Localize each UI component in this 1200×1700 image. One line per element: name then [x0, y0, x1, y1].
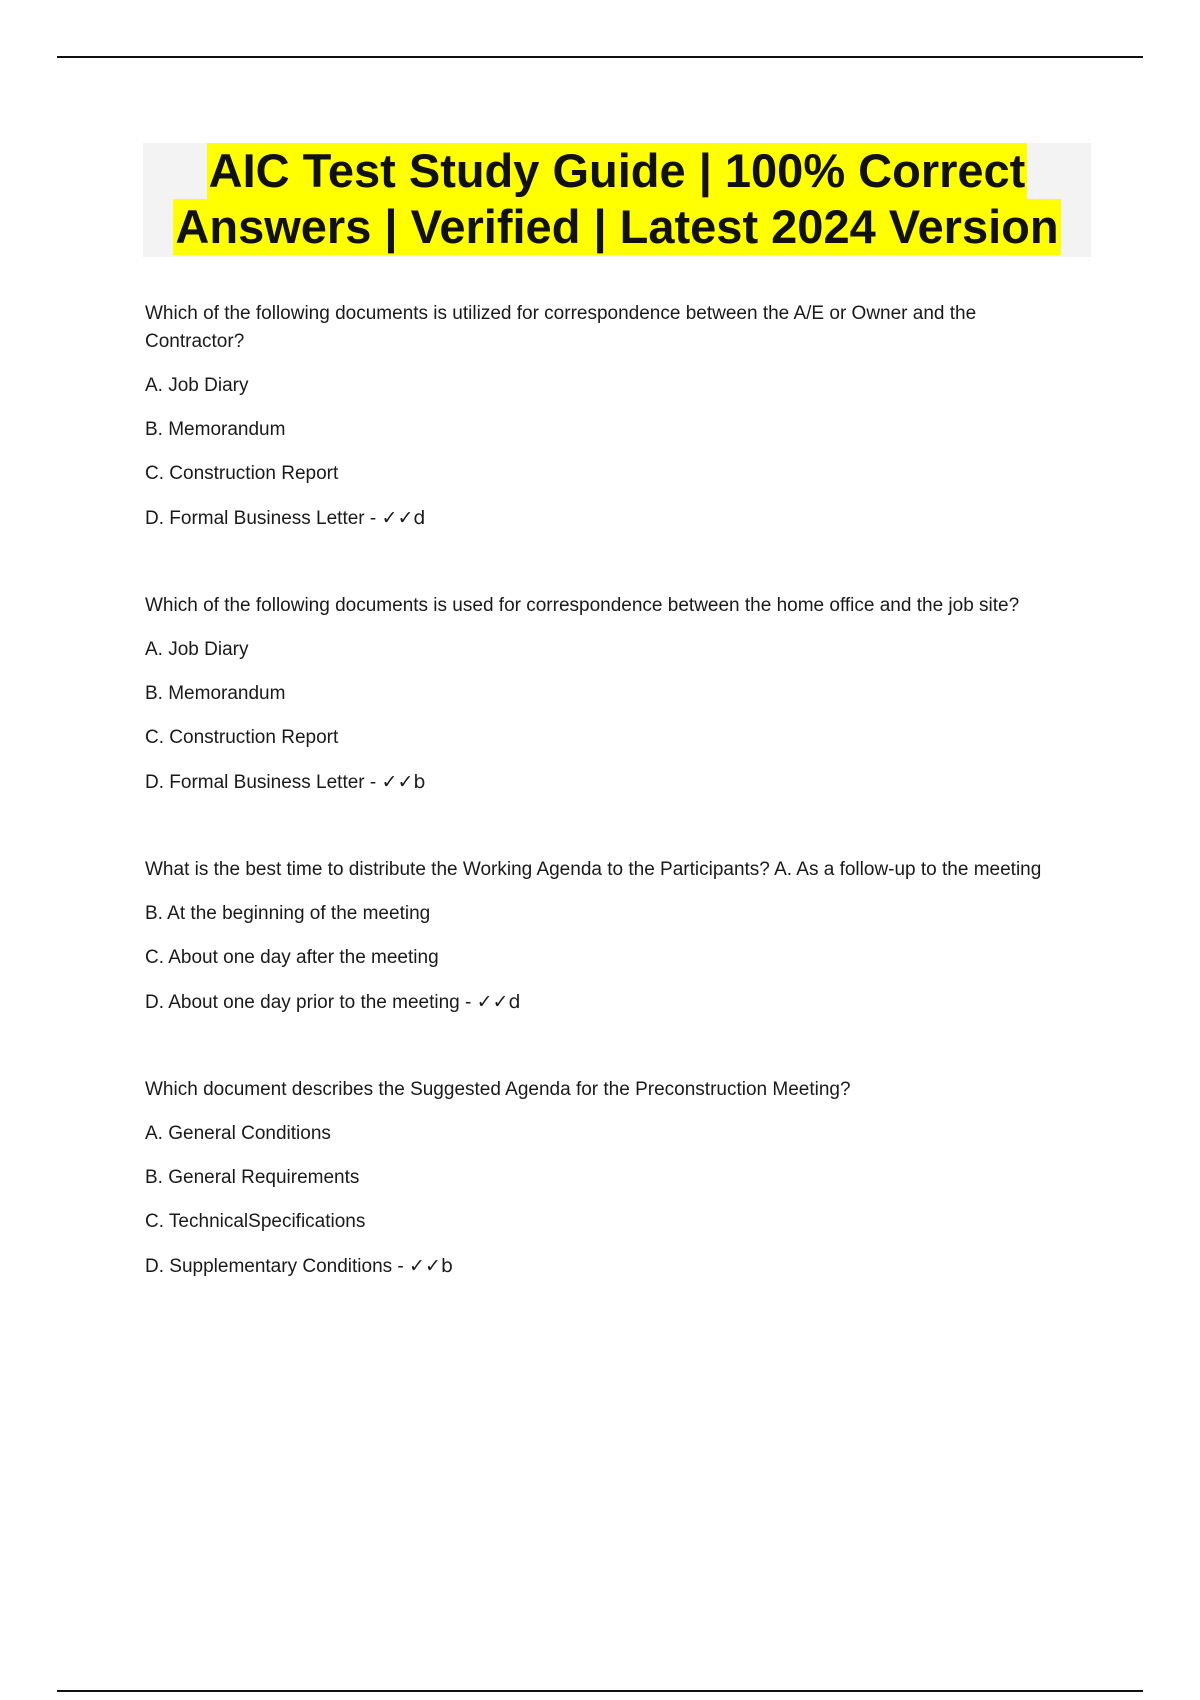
answer-option: C. About one day after the meeting — [145, 947, 439, 968]
answer-option: A. Job Diary — [145, 375, 249, 396]
answer-option-final — [145, 988, 1065, 1017]
title-line-1: AIC Test Study Guide | 100% Correct — [208, 144, 1026, 197]
answer-option-text: D. Supplementary Conditions - — [145, 1256, 404, 1277]
question-text: What is the best time to distribute the Working Agenda to the Participants? A. As a follow-up to the meeting — [145, 859, 1042, 880]
correct-answer-mark: ✓✓d — [476, 991, 521, 1013]
answer-option-final — [145, 1252, 1065, 1281]
answer-option-text: D. Formal Business Letter - — [145, 508, 377, 529]
answer-option: C. TechnicalSpecifications — [145, 1211, 366, 1232]
question-block — [145, 856, 1065, 1017]
answer-option-final — [145, 768, 1065, 797]
question-text: Which document describes the Suggested Agenda for the Preconstruction Meeting? — [145, 1079, 851, 1100]
answer-option: C. Construction Report — [145, 727, 339, 748]
answer-option: C. Construction Report — [145, 463, 339, 484]
answer-option-final — [145, 504, 1065, 533]
question-block — [145, 592, 1065, 797]
answer-option: B. Memorandum — [145, 419, 286, 440]
top-rule — [57, 56, 1143, 58]
answer-option-text: D. About one day prior to the meeting - — [145, 992, 472, 1013]
answer-option: A. Job Diary — [145, 639, 249, 660]
answer-option: A. General Conditions — [145, 1123, 331, 1144]
question-list — [145, 300, 1065, 1340]
question-text: Which of the following documents is utilized for correspondence between the A/E or Owner and the Contractor? — [145, 303, 977, 352]
correct-answer-mark: ✓✓b — [409, 1255, 453, 1277]
answer-option-text: D. Formal Business Letter - — [145, 772, 377, 793]
answer-option: B. General Requirements — [145, 1167, 360, 1188]
correct-answer-mark: ✓✓b — [381, 771, 426, 793]
answer-option: B. At the beginning of the meeting — [145, 903, 431, 924]
question-block — [145, 300, 1065, 533]
correct-answer-mark: ✓✓d — [381, 507, 426, 529]
title-line-2: Answers | Verified | Latest 2024 Version — [175, 200, 1059, 253]
bottom-rule — [57, 1690, 1143, 1692]
question-text: Which of the following documents is used for correspondence between the home office and the job site? — [145, 595, 1020, 616]
question-block — [145, 1076, 1065, 1281]
document-title — [143, 143, 1091, 257]
answer-option: B. Memorandum — [145, 683, 286, 704]
